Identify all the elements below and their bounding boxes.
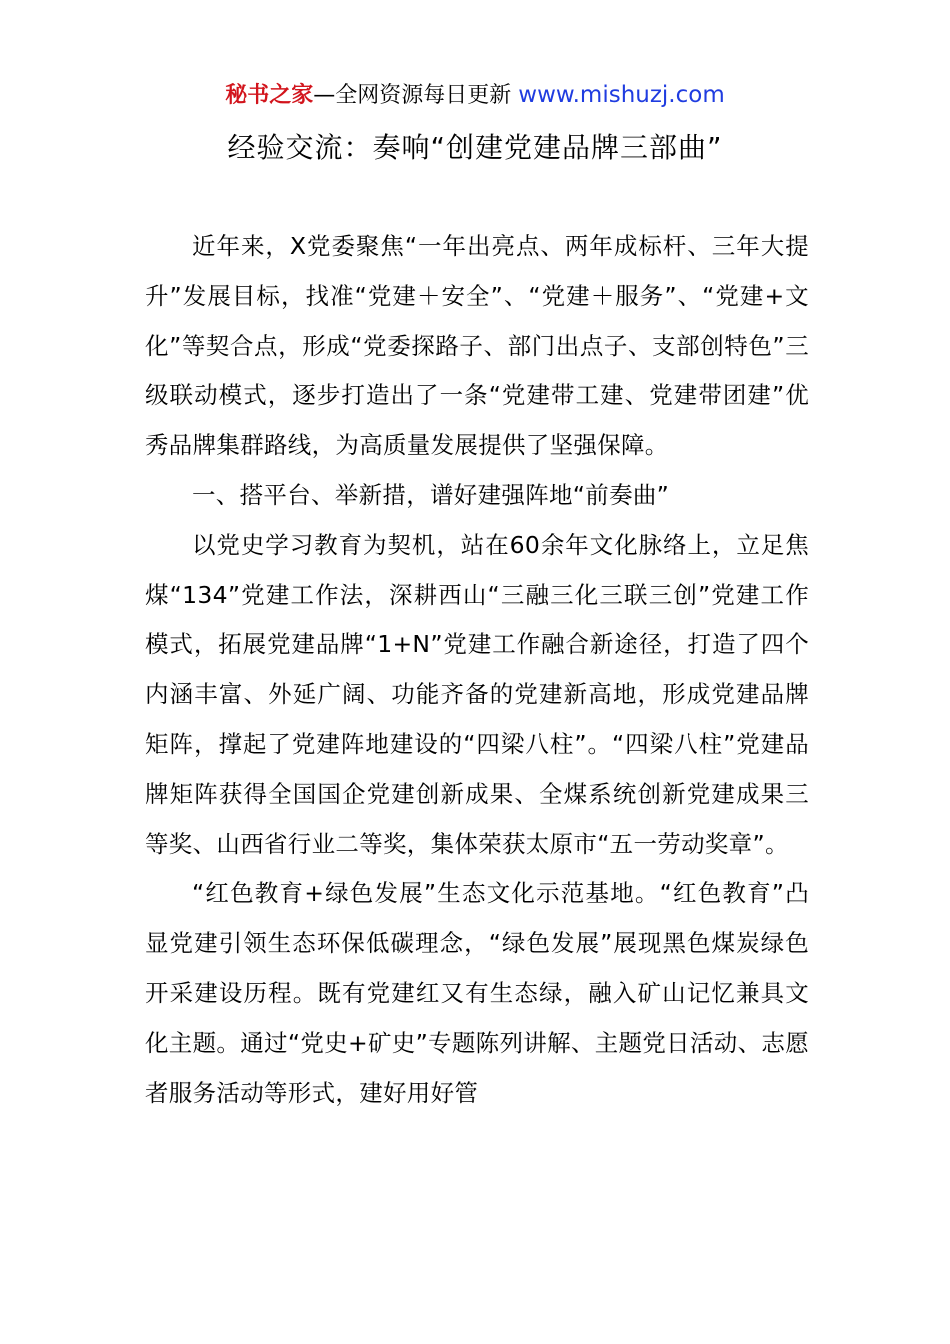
paragraph-intro: 近年来，X党委聚焦“一年出亮点、两年成标杆、三年大提升”发展目标，找准“党建＋安全”、“党建＋服务”、“党建+文化”等契合点，形成“党委探路子、部门出点子、支部创特色”三级联动模式，逐步打造出了一条“党建带工建、党建带团建”优秀品牌集群路线，为高质量发展提供了坚强保障。 (145, 232, 809, 460)
paragraph-eco-base: “红色教育+绿色发展”生态文化示范基地。“红色教育”凸显党建引领生态环保低碳理念，“绿色发展”展现黑色煤炭绿色开采建设历程。既有党建红又有生态绿，融入矿山记忆兼具文化主题。通过“党史+矿史”专题陈列讲解、主题党日活动、志愿者服务活动等形式，建好用好管 (145, 879, 809, 1107)
site-tagline: 全网资源每日更新 (335, 83, 512, 108)
document-title: 经验交流：奏响“创建党建品牌三部曲” (227, 131, 723, 164)
site-name: 秘书之家 (225, 83, 314, 108)
site-header (0, 80, 950, 111)
document-body (145, 222, 809, 1118)
paragraph-section-1: 以党史学习教育为契机，站在60余年文化脉络上，立足焦煤“134”党建工作法，深耕西山“三融三化三联三创”党建工作模式，拓展党建品牌“1+N”党建工作融合新途径，打造了四个内涵丰富、外延广阔、功能齐备的党建新高地，形成党建品牌矩阵，撑起了党建阵地建设的“四梁八柱”。“四梁八柱”党建品牌矩阵获得全国国企党建创新成果、全煤系统创新党建成果三等奖、山西省行业二等奖，集体荣获太原市“五一劳动奖章”。 (145, 530, 809, 858)
header-dash: — (313, 83, 336, 108)
site-url-link[interactable]: www.mishuzj.com (518, 82, 725, 108)
section-heading-1: 一、搭平台、举新措，谱好建强阵地“前奏曲” (192, 480, 670, 509)
